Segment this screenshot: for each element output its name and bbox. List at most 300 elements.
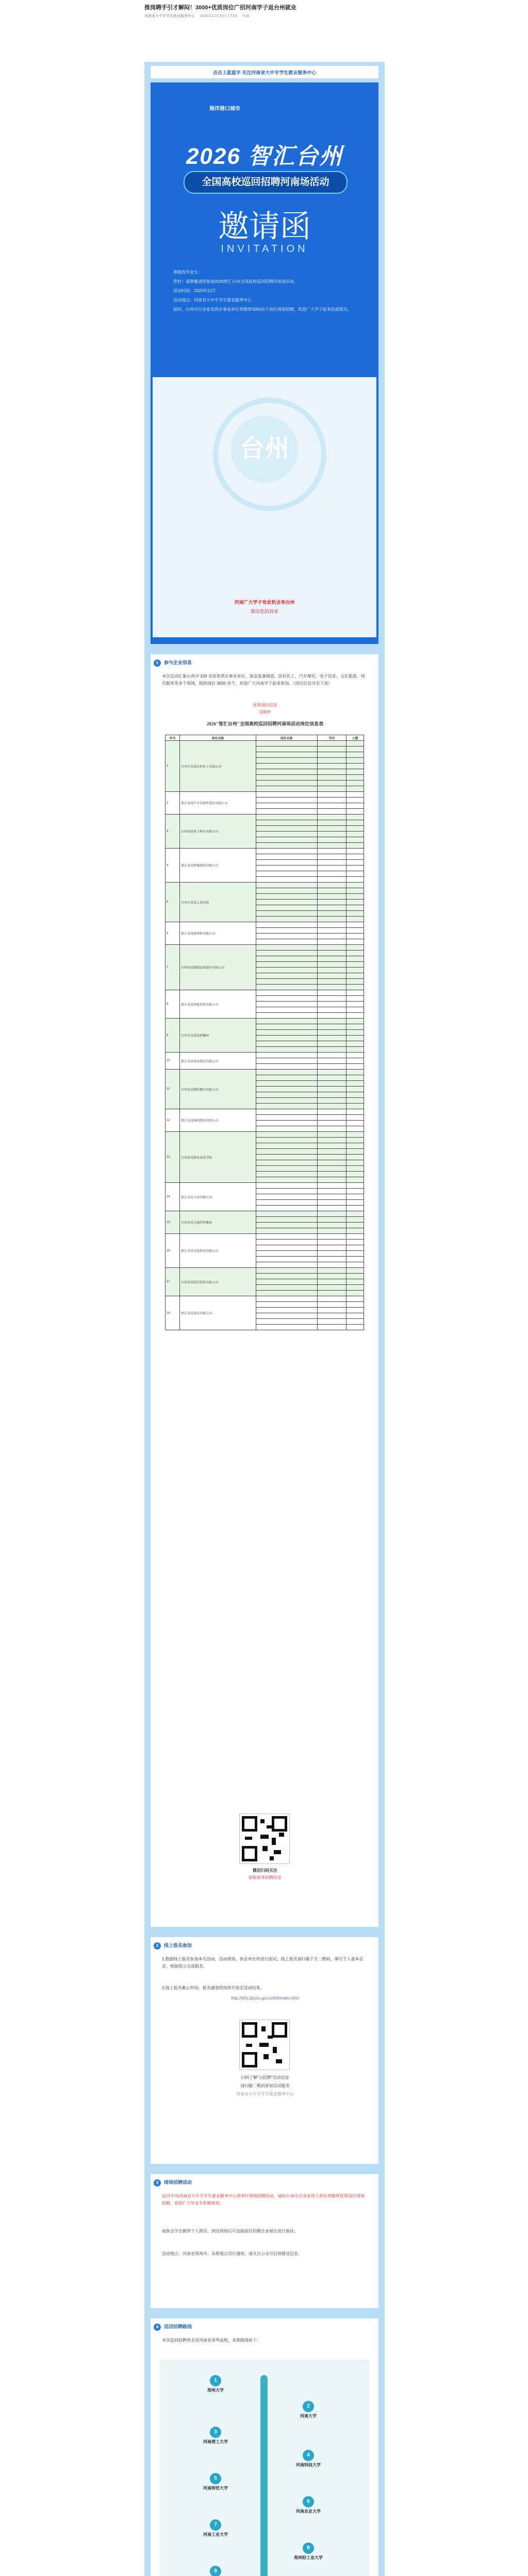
cell-count — [346, 747, 364, 752]
cell-position — [256, 1155, 317, 1160]
cell-company: 台州市某某医药化工有限公司 — [180, 741, 256, 792]
table-row — [166, 1183, 364, 1189]
cell-count — [346, 1098, 364, 1104]
cell-index: 7 — [166, 945, 180, 990]
cell-index: 15 — [166, 1211, 180, 1234]
cell-position — [256, 911, 317, 917]
cell-position — [256, 1296, 317, 1302]
cell-count — [346, 911, 364, 917]
cell-education — [317, 1166, 346, 1172]
article-header — [144, 4, 387, 19]
cell-count — [346, 945, 364, 951]
cell-company: 浙江某某泵业股份有限公司 — [180, 1053, 256, 1070]
cell-count — [346, 1245, 364, 1251]
cell-education — [317, 956, 346, 962]
cell-position — [256, 973, 317, 979]
cell-education — [317, 1325, 346, 1330]
table-row — [166, 1053, 364, 1058]
cell-count — [346, 1189, 364, 1194]
table-row — [166, 883, 364, 888]
cell-position — [256, 1228, 317, 1234]
cell-education — [317, 1160, 346, 1166]
cell-position — [256, 1166, 317, 1172]
cell-position — [256, 1285, 317, 1291]
cell-education — [317, 888, 346, 894]
cell-count — [346, 973, 364, 979]
cell-position — [256, 1075, 317, 1081]
cell-position — [256, 781, 317, 786]
cell-education — [317, 769, 346, 775]
cell-education — [317, 934, 346, 939]
route-map — [160, 2360, 369, 2576]
cell-count — [346, 888, 364, 894]
cell-education — [317, 1109, 346, 1115]
cell-education — [317, 1313, 346, 1319]
job-table — [165, 735, 364, 1330]
cell-company: 台州某某缝制设备股份有限公司 — [180, 945, 256, 990]
poster-headline: 2026 智汇台州 — [186, 144, 343, 169]
cell-position — [256, 990, 317, 996]
cell-position — [256, 1138, 317, 1143]
cell-education — [317, 1047, 346, 1053]
cell-count — [346, 917, 364, 922]
cell-education — [317, 911, 346, 917]
cell-education — [317, 1206, 346, 1211]
header-company: 单位名称 — [180, 735, 256, 741]
cell-education — [317, 1291, 346, 1296]
cell-position — [256, 962, 317, 968]
table-row — [166, 1070, 364, 1075]
route-stop: 5 河南师范大学 — [196, 2473, 235, 2491]
cell-company: 浙江某某汽车零部件股份有限公司 — [180, 792, 256, 815]
cell-count — [346, 1013, 364, 1019]
cell-count — [346, 928, 364, 934]
cell-count — [346, 758, 364, 764]
cell-education — [317, 1200, 346, 1206]
cell-education — [317, 922, 346, 928]
route-stop: 4 河南科技大学 — [289, 2450, 328, 2468]
cell-count — [346, 775, 364, 781]
cell-position — [256, 1081, 317, 1087]
route-stop: 9 — [196, 2566, 235, 2576]
cell-position — [256, 883, 317, 888]
cell-count — [346, 1115, 364, 1121]
cell-position — [256, 769, 317, 775]
cell-position — [256, 1002, 317, 1007]
cell-count — [346, 934, 364, 939]
cell-count — [346, 1319, 364, 1325]
cell-education — [317, 1240, 346, 1245]
cell-count — [346, 1149, 364, 1155]
cell-count — [346, 1211, 364, 1217]
cell-position — [256, 747, 317, 752]
cell-count — [346, 1041, 364, 1047]
cell-count — [346, 1132, 364, 1138]
cell-education — [317, 990, 346, 996]
qr-caption-a: 扫码了解"云招聘"活动信息 — [241, 2075, 289, 2080]
cell-education — [317, 1302, 346, 1308]
cell-position — [256, 1262, 317, 1268]
cell-education — [317, 962, 346, 968]
section-1-title: 1 参与企业信息 — [154, 658, 192, 667]
route-stop: 1 郑州大学 — [196, 2375, 235, 2393]
cell-count — [346, 764, 364, 769]
cell-education — [317, 854, 346, 860]
cell-position — [256, 1251, 317, 1257]
cell-index: 13 — [166, 1132, 180, 1183]
cell-education — [317, 877, 346, 883]
cell-education — [317, 1183, 346, 1189]
cell-company: 浙江某某制药股份有限公司 — [180, 1109, 256, 1132]
registration-link[interactable]: http://fzhj.zjzyzx.gov.cn/h5/index.html — [231, 1996, 299, 2001]
poster-subtitle: 全国高校巡回招聘河南场活动 — [184, 171, 348, 194]
cell-count — [346, 1183, 364, 1189]
table-row — [166, 1109, 364, 1115]
cell-index: 2 — [166, 792, 180, 815]
cell-education — [317, 979, 346, 985]
cell-education — [317, 1257, 346, 1262]
cell-count — [346, 1206, 364, 1211]
section-4-title: 4 巡回招聘路线 — [154, 2323, 192, 2331]
cell-count — [346, 1268, 364, 1274]
cell-position — [256, 900, 317, 905]
cell-position — [256, 1200, 317, 1206]
cell-position — [256, 1143, 317, 1149]
cell-count — [346, 1194, 364, 1200]
cell-education — [317, 1104, 346, 1109]
cell-count — [346, 1024, 364, 1030]
cell-count — [346, 1143, 364, 1149]
route-line — [260, 2375, 268, 2576]
cell-position — [256, 1211, 317, 1217]
section-2-para-1: 1.数据线上报名参加本次活动，活动现场，参会单位将进行面试；线上报名请扫描下方二维码，填写个人基本信息，根据提示完成报名。 — [162, 1957, 364, 1969]
route-stop: 2 河南大学 — [289, 2401, 328, 2419]
table-row — [166, 741, 364, 747]
cell-position — [256, 1126, 317, 1132]
cell-education — [317, 1019, 346, 1024]
cell-count — [346, 877, 364, 883]
cell-count — [346, 1166, 364, 1172]
intro-card — [151, 66, 378, 78]
cell-education — [317, 1036, 346, 1041]
section-3-para-3: 活动地点：河南省郑州市。具体地点另行通知，请关注公众号后续推送信息。 — [162, 2251, 302, 2256]
section-1-card — [151, 654, 378, 1927]
invitation-poster — [153, 89, 376, 637]
section-1-intro: 本次活动汇集台州市 100 余家优质企事业单位，涵盖装备制造、医药化工、汽车摩托、电子信息、文化旅游、现代服务等多个领域，提供岗位 3000 余个，欢迎广大河南学子前来参加。（岗位信息详见下表） — [162, 674, 365, 686]
cell-count — [346, 1160, 364, 1166]
cell-index: 14 — [166, 1183, 180, 1211]
cell-count — [346, 968, 364, 973]
cell-education — [317, 900, 346, 905]
cell-position — [256, 1070, 317, 1075]
cell-count — [346, 1036, 364, 1041]
cell-position — [256, 1030, 317, 1036]
cell-position — [256, 1172, 317, 1177]
cell-company: 浙江某某机械制造有限公司 — [180, 849, 256, 883]
publish-date: 2025年12月10日 17:03 — [200, 14, 237, 18]
cell-count — [346, 1240, 364, 1245]
cell-count — [346, 996, 364, 1002]
cell-education — [317, 1319, 346, 1325]
cell-education — [317, 1075, 346, 1081]
cell-education — [317, 1194, 346, 1200]
cell-company: 台州某某交通投资集团 — [180, 1211, 256, 1234]
cell-position — [256, 860, 317, 866]
cell-count — [346, 1313, 364, 1319]
cell-education — [317, 1143, 346, 1149]
cell-index: 3 — [166, 815, 180, 849]
cell-count — [346, 1262, 364, 1268]
cell-education — [317, 1030, 346, 1036]
cell-education — [317, 849, 346, 854]
cell-education — [317, 1081, 346, 1087]
cell-education — [317, 1013, 346, 1019]
table-row — [166, 1268, 364, 1274]
cell-education — [317, 860, 346, 866]
cell-count — [346, 803, 364, 809]
cell-count — [346, 1138, 364, 1143]
cell-count — [346, 820, 364, 826]
cell-education — [317, 951, 346, 956]
cell-position — [256, 1302, 317, 1308]
cell-index: 8 — [166, 990, 180, 1019]
cell-education — [317, 1172, 346, 1177]
cell-count — [346, 985, 364, 990]
cell-count — [346, 900, 364, 905]
section-2-card — [151, 1937, 378, 2164]
cell-education — [317, 832, 346, 837]
cell-count — [346, 1104, 364, 1109]
cell-education — [317, 1189, 346, 1194]
cell-education — [317, 973, 346, 979]
cell-position — [256, 905, 317, 911]
cell-position — [256, 1041, 317, 1047]
cell-education — [317, 1155, 346, 1160]
cell-count — [346, 781, 364, 786]
cell-position — [256, 894, 317, 900]
cell-position — [256, 928, 317, 934]
cell-count — [346, 1121, 364, 1126]
cell-position — [256, 968, 317, 973]
cell-education — [317, 1115, 346, 1121]
cell-position — [256, 1087, 317, 1092]
cell-education — [317, 1132, 346, 1138]
qr-caption-1: 微信扫码关注 — [253, 1868, 277, 1873]
cell-position — [256, 752, 317, 758]
cell-position — [256, 1313, 317, 1319]
cell-company: 浙江某某卫浴有限公司 — [180, 1183, 256, 1211]
cell-count — [346, 1177, 364, 1183]
cell-count — [346, 1251, 364, 1257]
cell-position — [256, 1279, 317, 1285]
cell-education — [317, 1251, 346, 1257]
cell-count — [346, 1075, 364, 1081]
cell-index: 1 — [166, 741, 180, 792]
cell-education — [317, 1058, 346, 1064]
cell-position — [256, 820, 317, 826]
cell-education — [317, 1070, 346, 1075]
cell-education — [317, 752, 346, 758]
cell-position — [256, 832, 317, 837]
follow-prompt: 点击上蓝蓝字 关注河南省大中专学生就业服务中心 — [212, 70, 317, 75]
cell-position — [256, 951, 317, 956]
cell-count — [346, 1325, 364, 1330]
table-row — [166, 1211, 364, 1217]
cell-count — [346, 849, 364, 854]
cell-education — [317, 985, 346, 990]
cell-position — [256, 809, 317, 815]
cell-count — [346, 1234, 364, 1240]
cell-position — [256, 1053, 317, 1058]
cell-position — [256, 866, 317, 871]
cell-education — [317, 1268, 346, 1274]
table-row — [166, 1019, 364, 1024]
cell-position — [256, 871, 317, 877]
cell-count — [346, 1109, 364, 1115]
cell-education — [317, 1308, 346, 1313]
cell-position — [256, 803, 317, 809]
cell-position — [256, 1274, 317, 1279]
cell-count — [346, 1047, 364, 1053]
cell-count — [346, 922, 364, 928]
cell-index: 12 — [166, 1109, 180, 1132]
header-position: 岗位名称 — [256, 735, 317, 741]
cell-education — [317, 809, 346, 815]
cell-count — [346, 990, 364, 996]
cell-count — [346, 1172, 364, 1177]
table-row — [166, 945, 364, 951]
cell-education — [317, 1121, 346, 1126]
cell-count — [346, 843, 364, 849]
cell-position — [256, 1047, 317, 1053]
cell-position — [256, 1206, 317, 1211]
cell-education — [317, 786, 346, 792]
cell-position — [256, 1019, 317, 1024]
cell-count — [346, 741, 364, 747]
poster-lower — [153, 377, 376, 637]
cell-position — [256, 1132, 317, 1138]
cell-position — [256, 1109, 317, 1115]
cell-count — [346, 752, 364, 758]
cell-education — [317, 815, 346, 820]
cell-position — [256, 1308, 317, 1313]
cell-count — [346, 1279, 364, 1285]
cell-position — [256, 1058, 317, 1064]
account-link[interactable]: 河南省大中专学生就业服务中心 — [144, 14, 195, 18]
qr-caption-b: 请扫描二维码参加活动报名 — [240, 2083, 290, 2088]
cell-education — [317, 741, 346, 747]
cell-count — [346, 962, 364, 968]
cell-position — [256, 1319, 317, 1325]
poster-body: 尊敬的毕业生： 您好！诚挚邀请您参加2026智汇台州全国高校巡回招聘河南场活动。 活动时间：2025年12月 活动地点：河南省大中专学生就业服务中心 届时，台州市百余家优质企事业单位将携带3000余个岗位现场招聘，欢迎广大学子前来投递简历。 — [173, 270, 352, 312]
section-3-para-1: 12月中旬河南省大中专学生就业服务中心将举行现场招聘活动，届时台州市百余家用人单位将携带优质岗位现场招聘，欢迎广大毕业生积极参加。 — [162, 2194, 365, 2206]
cell-education — [317, 1149, 346, 1155]
cell-company: 台州某某塑料模具有限公司 — [180, 1070, 256, 1109]
cell-position — [256, 877, 317, 883]
table-row — [166, 990, 364, 996]
attachment-note: 见附件 — [259, 710, 271, 715]
section-4-para: 本次巡回招聘将走进河南省多所高校，具体路线如下： — [162, 2338, 261, 2343]
cell-education — [317, 826, 346, 832]
cell-index: 5 — [166, 883, 180, 922]
cell-position — [256, 1183, 317, 1189]
cell-company: 台州市某某人民医院 — [180, 883, 256, 922]
cell-position — [256, 945, 317, 951]
cell-position — [256, 1245, 317, 1251]
table-row — [166, 792, 364, 798]
table-row — [166, 1132, 364, 1138]
cell-position — [256, 849, 317, 854]
cell-education — [317, 1296, 346, 1302]
cell-education — [317, 1279, 346, 1285]
cell-position — [256, 1234, 317, 1240]
section-3-title: 3 现场招聘活动 — [154, 2178, 192, 2187]
table-row — [166, 1296, 364, 1302]
more-jobs-note: 更多岗位信息 — [253, 703, 277, 707]
cell-position — [256, 1007, 317, 1013]
cell-position — [256, 1121, 317, 1126]
cell-count — [346, 1217, 364, 1223]
cell-count — [346, 1081, 364, 1087]
cell-education — [317, 1002, 346, 1007]
cell-count — [346, 1002, 364, 1007]
poster-invite-en: INVITATION — [221, 243, 308, 255]
section-3-card — [151, 2174, 378, 2308]
cell-count — [346, 1308, 364, 1313]
cell-count — [346, 956, 364, 962]
cell-count — [346, 792, 364, 798]
cell-position — [256, 996, 317, 1002]
cell-position — [256, 826, 317, 832]
cell-education — [317, 747, 346, 752]
article-title: 推岗聘手引才解闷！3000+优质岗位广招河南学子返台州就业 — [144, 5, 296, 11]
cell-count — [346, 769, 364, 775]
cell-count — [346, 1058, 364, 1064]
cell-education — [317, 1177, 346, 1183]
cell-education — [317, 871, 346, 877]
cell-count — [346, 1007, 364, 1013]
cell-count — [346, 1285, 364, 1291]
cell-index: 18 — [166, 1296, 180, 1330]
cell-position — [256, 1189, 317, 1194]
cell-education — [317, 820, 346, 826]
qr-caption-c: 河南省大中专学生就业服务中心 — [236, 2092, 294, 2096]
publish-location: 河南 — [242, 14, 250, 18]
cell-count — [346, 1019, 364, 1024]
poster-logo: 海洋港口城市 — [209, 106, 240, 112]
cell-count — [346, 798, 364, 803]
cell-count — [346, 1200, 364, 1206]
cell-position — [256, 837, 317, 843]
cell-company: 浙江某某智能装备有限公司 — [180, 990, 256, 1019]
cell-position — [256, 939, 317, 945]
cell-education — [317, 1087, 346, 1092]
section-4-card — [151, 2318, 378, 2576]
cell-count — [346, 815, 364, 820]
cell-position — [256, 792, 317, 798]
cell-position — [256, 1104, 317, 1109]
cell-position — [256, 1257, 317, 1262]
table-row — [166, 815, 364, 820]
cell-count — [346, 894, 364, 900]
cell-position — [256, 1325, 317, 1330]
cell-position — [256, 1268, 317, 1274]
cell-company: 浙江某某光电科技有限公司 — [180, 1234, 256, 1268]
cell-count — [346, 1053, 364, 1058]
cell-position — [256, 1240, 317, 1245]
cell-education — [317, 1064, 346, 1070]
cell-count — [346, 1030, 364, 1036]
